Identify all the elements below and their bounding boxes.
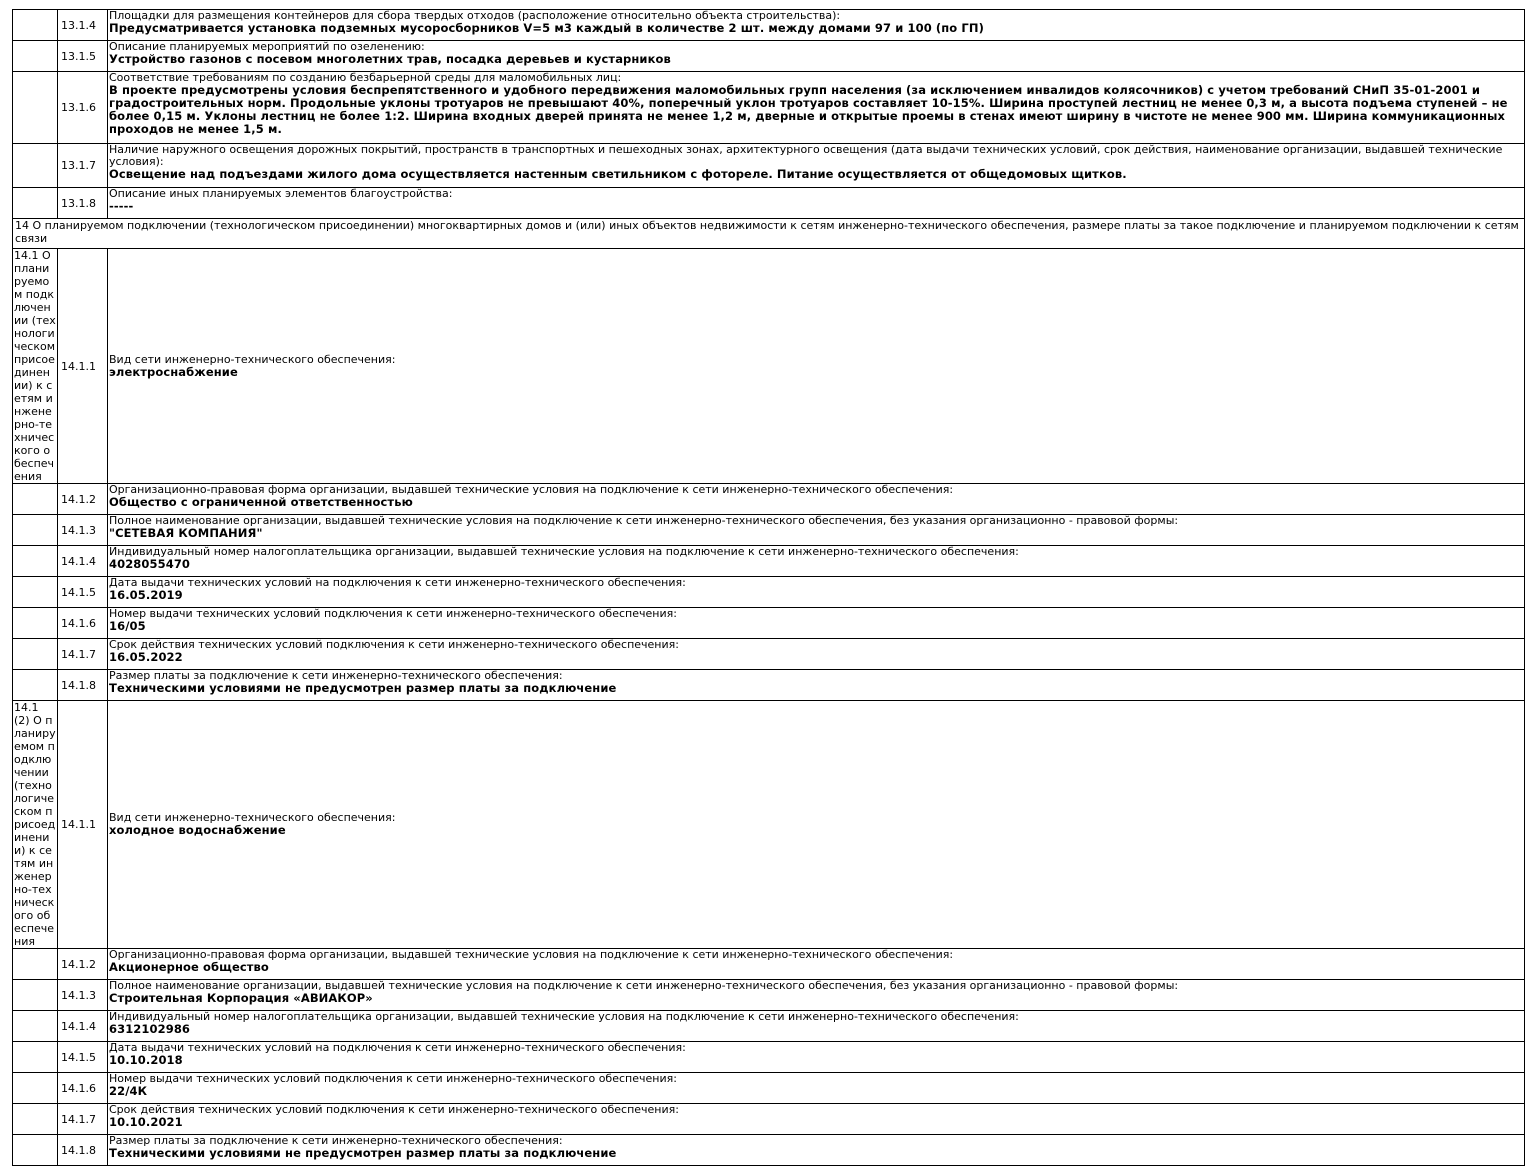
row-label: Размер платы за подключение к сети инженерно-технического обеспечения: <box>109 669 563 682</box>
row-label: Организационно-правовая форма организации, выдавшей технические условия на подключение к сети инженерно-технического обеспечения: <box>109 948 954 961</box>
row-number: 14.1.8 <box>58 670 108 701</box>
row-label: Описание планируемых мероприятий по озеленению: <box>109 40 425 53</box>
table-row <box>13 188 1525 219</box>
row-value: Общество с ограниченной ответственностью <box>109 495 413 509</box>
row-label: Полное наименование организации, выдавшей технические условия на подключение к сети инженерно-технического обеспечения, без указания организационно - правовой формы: <box>109 514 1179 527</box>
table-row <box>13 980 1525 1011</box>
row-number: 14.1.6 <box>58 608 108 639</box>
row-number: 14.1.3 <box>58 515 108 546</box>
row-value: Акционерное общество <box>109 960 269 974</box>
row-value: Техническими условиями не предусмотрен размер платы за подключение <box>109 681 617 695</box>
row-label: Соответствие требованиям по созданию безбарьерной среды для маломобильных лиц: <box>109 71 622 84</box>
table-row <box>13 608 1525 639</box>
row-number: 14.1.2 <box>58 949 108 980</box>
row-label: Номер выдачи технических условий подключения к сети инженерно-технического обеспечения: <box>109 607 677 620</box>
row-label: Организационно-правовая форма организации, выдавшей технические условия на подключение к сети инженерно-технического обеспечения: <box>109 483 954 496</box>
table-row <box>13 546 1525 577</box>
row-label: Полное наименование организации, выдавшей технические условия на подключение к сети инженерно-технического обеспечения, без указания организационно - правовой формы: <box>109 979 1179 992</box>
row-label: Наличие наружного освещения дорожных покрытий, пространств в транспортных и пешеходных зонах, архитектурного освещения (дата выдачи технических условий, срок действия, наименование организации, выдавшей технические условия): <box>109 143 1503 168</box>
row-label: Срок действия технических условий подключения к сети инженерно-технического обеспечения: <box>109 638 679 651</box>
row-value: Строительная Корпорация «АВИАКОР» <box>109 991 373 1005</box>
table-row <box>13 144 1525 188</box>
row-value: 10.10.2018 <box>109 1053 183 1067</box>
row-label: Описание иных планируемых элементов благоустройства: <box>109 187 453 200</box>
table-row <box>13 10 1525 41</box>
row-value: Устройство газонов с посевом многолетних трав, посадка деревьев и кустарников <box>109 52 671 66</box>
row-value: 4028055470 <box>109 557 191 571</box>
section-14-title: 14 О планируемом подключении (технологическом присоединении) многоквартирных домов и (или) иных объектов недвижимости к сетям инженерно-технического обеспечения, размере платы за такое подключение и планируемом подключении к сетям связи <box>13 219 1525 249</box>
row-number: 14.1.5 <box>58 1042 108 1073</box>
row-value: 16.05.2019 <box>109 588 183 602</box>
table-row <box>13 41 1525 72</box>
row-number: 13.1.7 <box>58 144 108 188</box>
row-value: В проекте предусмотрены условия беспрепятственного и удобного передвижения маломобильных групп населения (за исключением инвалидов колясочников) с учетом требований СНиП 35-01-2001 и градостроительных норм. Продольные уклоны тротуаров не превышают 40%, поперечный уклон тротуаров составляет 10-15%. Ширина проступей лестниц не менее 0,3 м, а высота подъема ступеней – не более 0,15 м. Уклоны лестниц не более 1:2. Ширина входных дверей принята не менее 1,2 м, дверные и открытые проемы в стенах имеют ширину в чистоте не менее 900 мм. Ширина коммуникационных проходов не менее 1,5 м. <box>109 83 1508 136</box>
row-number: 14.1.6 <box>58 1073 108 1104</box>
table-row <box>13 701 1525 949</box>
row-number: 14.1.3 <box>58 980 108 1011</box>
row-label: Срок действия технических условий подключения к сети инженерно-технического обеспечения: <box>109 1103 679 1116</box>
row-label: Вид сети инженерно-технического обеспечения: <box>109 811 396 824</box>
table-row <box>13 72 1525 144</box>
table-row <box>13 484 1525 515</box>
row-label: Площадки для размещения контейнеров для сбора твердых отходов (расположение относительно объекта строительства): <box>109 9 841 22</box>
row-value: 10.10.2021 <box>109 1115 183 1129</box>
row-value: Освещение над подъездами жилого дома осуществляется настенным светильником с фотореле. Питание осуществляется от общедомовых щитков. <box>109 167 1127 181</box>
group-side-label: 14.1 О планируемом подключении (технологическом присоединении) к сетям инженерно-технического обеспечения <box>14 249 56 483</box>
row-number: 14.1.1 <box>58 701 108 949</box>
row-number: 13.1.6 <box>58 72 108 144</box>
row-value: 22/4К <box>109 1084 148 1098</box>
table-row <box>13 249 1525 484</box>
row-value: электроснабжение <box>109 364 238 379</box>
row-number: 14.1.7 <box>58 1104 108 1135</box>
row-value: 6312102986 <box>109 1022 191 1036</box>
row-label: Номер выдачи технических условий подключения к сети инженерно-технического обеспечения: <box>109 1072 677 1085</box>
row-number: 14.1.7 <box>58 639 108 670</box>
row-label: Индивидуальный номер налогоплательщика организации, выдавшей технические условия на подключение к сети инженерно-технического обеспечения: <box>109 545 1019 558</box>
row-number: 13.1.4 <box>58 10 108 41</box>
row-value: холодное водоснабжение <box>109 823 286 837</box>
row-label: Дата выдачи технических условий на подключения к сети инженерно-технического обеспечения: <box>109 1041 686 1054</box>
section-header-row <box>13 219 1525 249</box>
table-row <box>13 639 1525 670</box>
row-number: 14.1.2 <box>58 484 108 515</box>
row-label: Размер платы за подключение к сети инженерно-технического обеспечения: <box>109 1134 563 1147</box>
row-value: ----- <box>109 199 134 213</box>
table-row <box>13 670 1525 701</box>
table-row <box>13 949 1525 980</box>
table-row <box>13 1135 1525 1166</box>
declaration-document <box>12 9 1525 1166</box>
row-number: 14.1.8 <box>58 1135 108 1166</box>
row-number: 13.1.8 <box>58 188 108 219</box>
row-number: 14.1.4 <box>58 1011 108 1042</box>
table-row <box>13 515 1525 546</box>
declaration-table <box>12 9 1525 1166</box>
row-value: "СЕТЕВАЯ КОМПАНИЯ" <box>109 526 263 540</box>
table-row <box>13 1104 1525 1135</box>
row-number: 14.1.4 <box>58 546 108 577</box>
row-number: 14.1.1 <box>58 249 108 484</box>
group-side-label: 14.1 (2) О планируемом подключении (технологическом присоединении) к сетям инженерно-технического обеспечения <box>14 701 56 948</box>
row-label: Дата выдачи технических условий на подключения к сети инженерно-технического обеспечения: <box>109 576 686 589</box>
row-value: Техническими условиями не предусмотрен размер платы за подключение <box>109 1146 617 1160</box>
row-value: 16.05.2022 <box>109 650 183 664</box>
row-number: 13.1.5 <box>58 41 108 72</box>
table-row <box>13 577 1525 608</box>
row-value: Предусматривается установка подземных мусоросборников V=5 м3 каждый в количестве 2 шт. между домами 97 и 100 (по ГП) <box>109 21 984 35</box>
table-row <box>13 1073 1525 1104</box>
table-row <box>13 1042 1525 1073</box>
table-row <box>13 1011 1525 1042</box>
row-label: Вид сети инженерно-технического обеспечения: <box>109 352 396 366</box>
row-label: Индивидуальный номер налогоплательщика организации, выдавшей технические условия на подключение к сети инженерно-технического обеспечения: <box>109 1010 1019 1023</box>
row-value: 16/05 <box>109 619 146 633</box>
row-number: 14.1.5 <box>58 577 108 608</box>
